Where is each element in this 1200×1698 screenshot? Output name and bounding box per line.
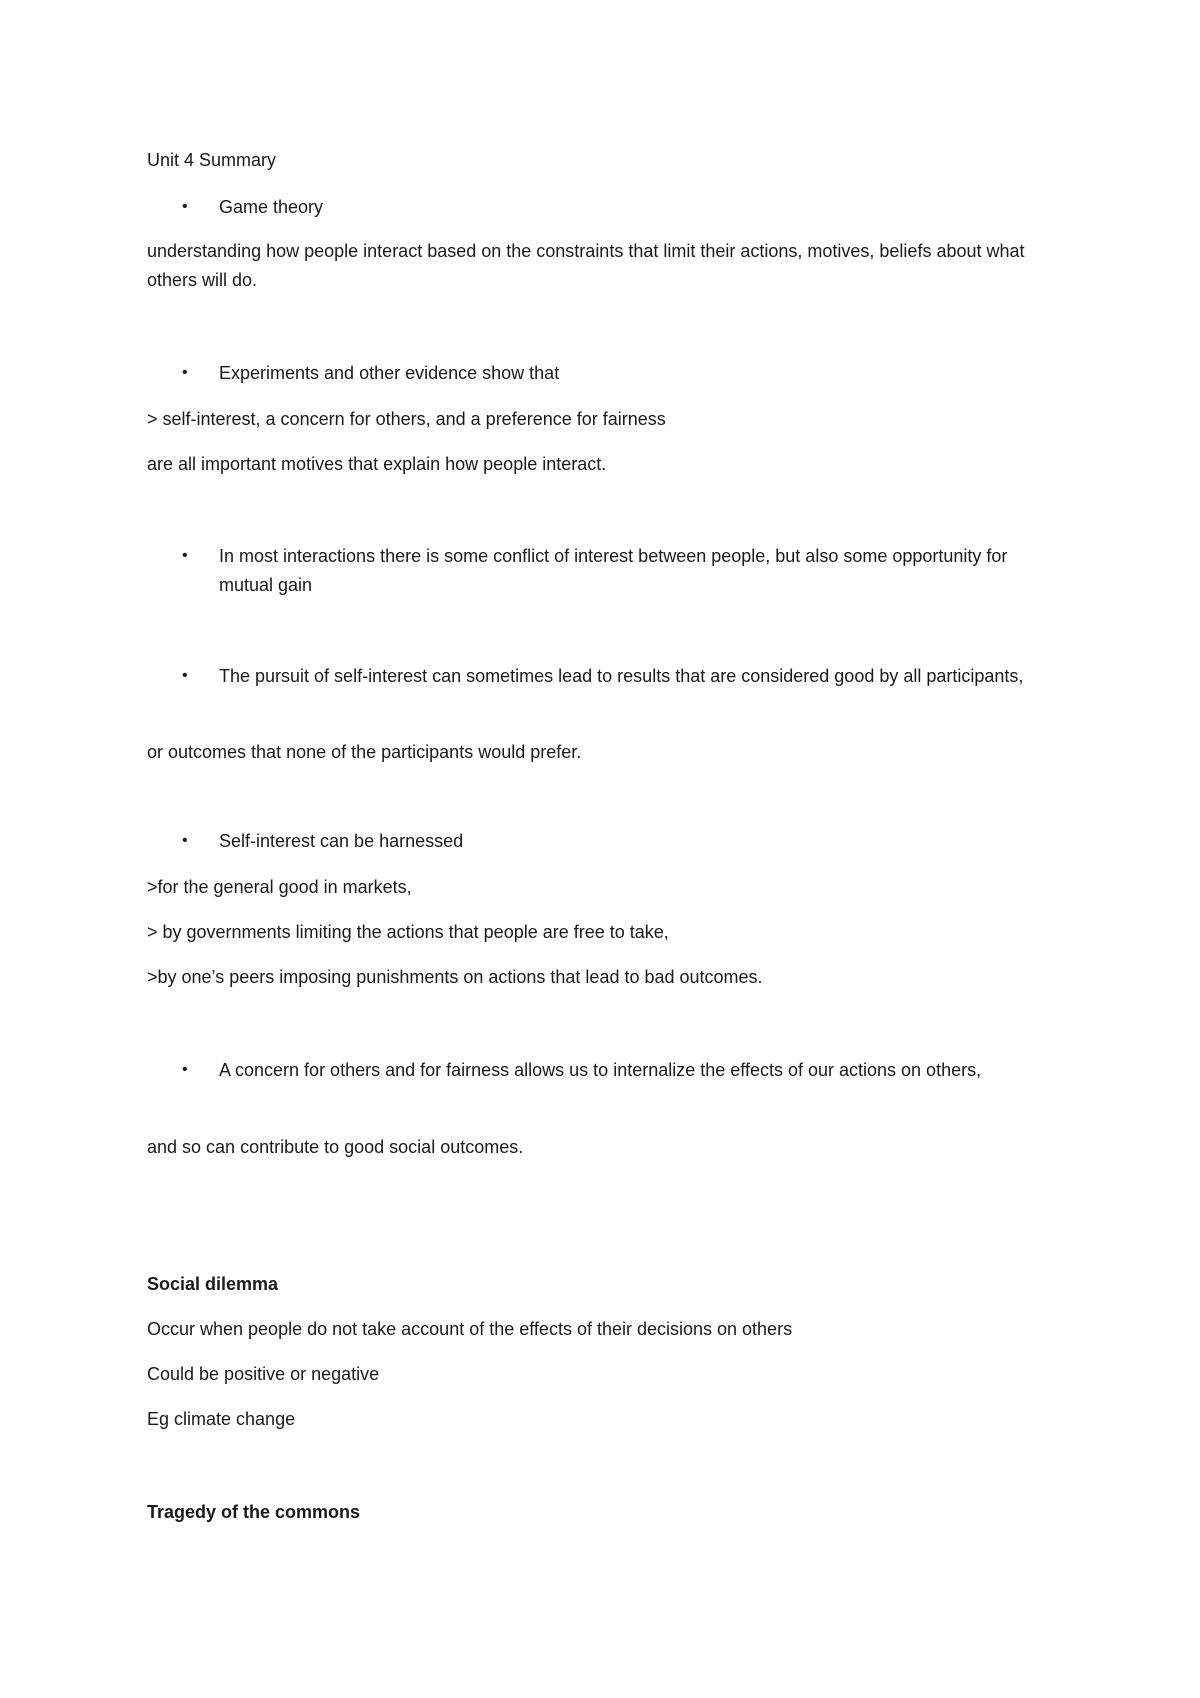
social-outcomes-line: and so can contribute to good social outcomes. <box>147 1137 524 1157</box>
harness-markets: >for the general good in markets, <box>147 877 412 897</box>
motives-conclusion: are all important motives that explain how people interact. <box>147 454 607 474</box>
harness-peers: >by one’s peers imposing punishments on actions that lead to bad outcomes. <box>147 967 763 987</box>
bullet-icon: • <box>182 364 188 381</box>
bullet-icon: • <box>182 667 188 684</box>
bullet-icon: • <box>182 547 188 564</box>
bullet-self-interest-harnessed: Self-interest can be harnessed <box>219 831 464 851</box>
social-dilemma-polarity: Could be positive or negative <box>147 1364 380 1384</box>
bullet-conflict-of-interest: In most interactions there is some conflict of interest between people, but also some opportunity for mutual gain <box>219 546 1008 595</box>
social-dilemma-example: Eg climate change <box>147 1409 296 1429</box>
social-dilemma-definition: Occur when people do not take account of the effects of their decisions on others <box>147 1319 793 1339</box>
social-dilemma-heading: Social dilemma <box>147 1274 279 1294</box>
tragedy-heading: Tragedy of the commons <box>147 1502 361 1522</box>
outcomes-line: or outcomes that none of the participants would prefer. <box>147 742 582 762</box>
bullet-icon: • <box>182 832 188 849</box>
harness-governments: > by governments limiting the actions that people are free to take, <box>147 922 669 942</box>
bullet-pursuit-self-interest: The pursuit of self-interest can sometimes lead to results that are considered good by all participants, <box>219 666 1024 686</box>
bullet-experiments: Experiments and other evidence show that <box>219 363 560 383</box>
bullet-icon: • <box>182 1061 188 1078</box>
bullet-icon: • <box>182 198 188 215</box>
document-title: Unit 4 Summary <box>147 150 277 170</box>
motives-line: > self-interest, a concern for others, and a preference for fairness <box>147 409 666 429</box>
bullet-concern-for-others: A concern for others and for fairness allows us to internalize the effects of our actions on others, <box>219 1060 982 1080</box>
game-theory-definition: understanding how people interact based on the constraints that limit their actions, motives, beliefs about what others will do. <box>147 241 1025 290</box>
bullet-game-theory: Game theory <box>219 197 324 217</box>
